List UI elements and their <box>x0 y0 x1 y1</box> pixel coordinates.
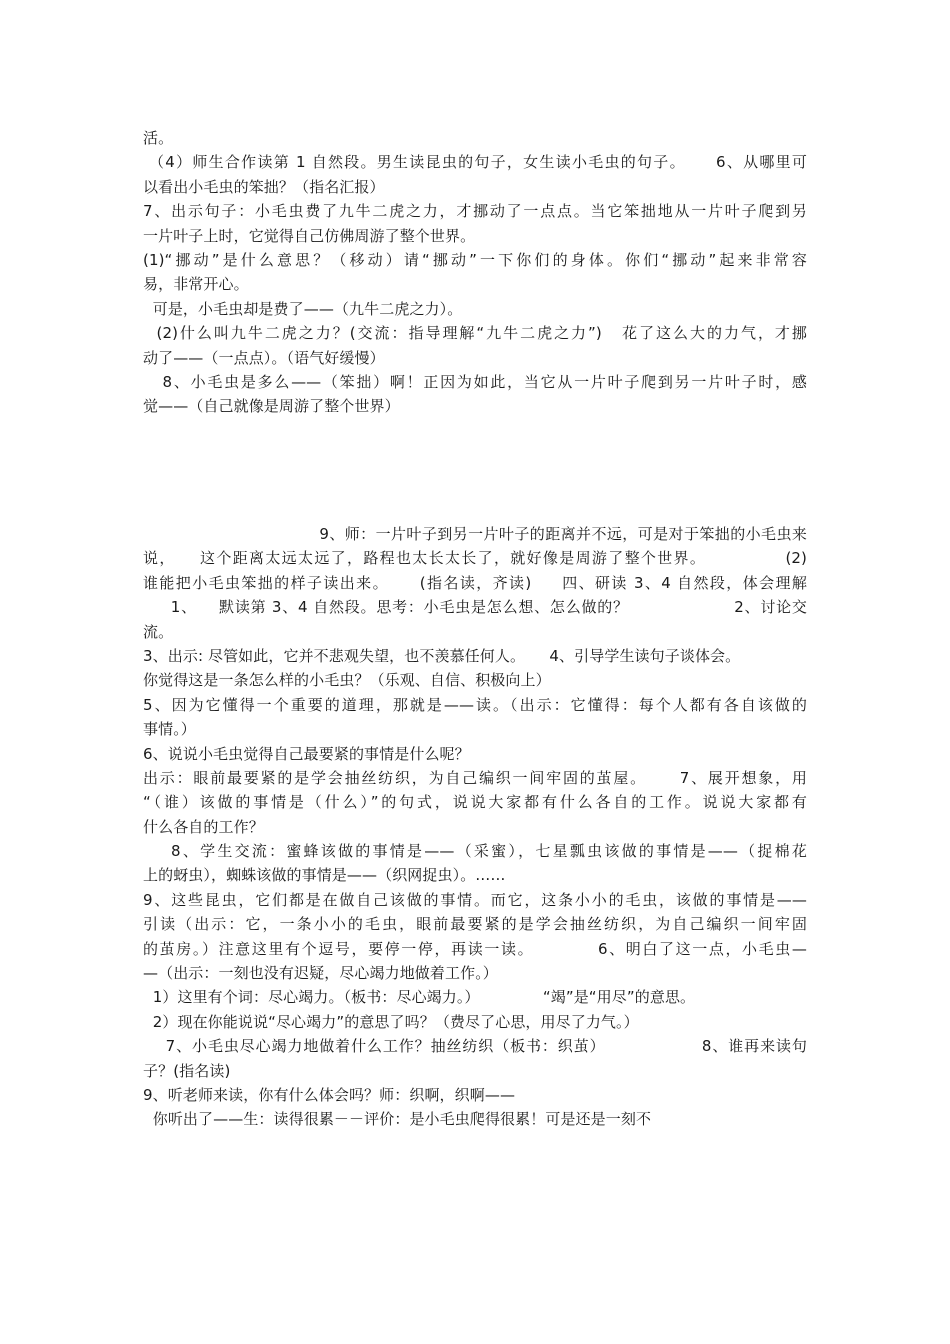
text-line: “（谁）该做的事情是（什么）”的句式，说说大家都有什么各自的工作。说说大家都有 <box>143 793 807 812</box>
text-line: 子？(指名读) <box>143 1061 231 1080</box>
text-line: 5、因为它懂得一个重要的道理，那就是——读。（出示：它懂得：每个人都有各自该做的 <box>143 695 807 714</box>
text-line: (1)“挪动”是什么意思？（移动）请“挪动”一下你们的身体。你们“挪动”起来非常容 <box>143 250 807 269</box>
text-line: 流。 <box>143 622 174 641</box>
text-line: 可是，小毛虫却是费了——（九牛二虎之力）。 <box>143 299 463 318</box>
text-line: 8、学生交流：蜜蜂该做的事情是——（采蜜），七星瓢虫该做的事情是——（捉棉花 <box>143 842 807 861</box>
text-line: 你听出了——生：读得很累－－评价：是小毛虫爬得很累！可是还是一刻不 <box>143 1110 652 1129</box>
text-line: 你觉得这是一条怎么样的小毛虫？（乐观、自信、积极向上） <box>143 671 551 690</box>
text-line: 2）现在你能说说“尽心竭力”的意思了吗？（费尽了心思，用尽了力气。） <box>143 1012 639 1031</box>
text-line: 6、说说小毛虫觉得自己最要紧的事情是什么呢？ <box>143 744 470 763</box>
text-line: 9、听老师来读，你有什么体会吗？师：织啊，织啊—— <box>143 1085 516 1104</box>
text-line: —（出示：一刻也没有迟疑，尽心竭力地做着工作。） <box>143 964 498 983</box>
text-line: 1、 默读第 3、4 自然段。思考：小毛虫是怎么想、怎么做的？ 2、讨论交 <box>143 598 807 617</box>
text-line: 说， 这个距离太远太远了，路程也太长太长了，就好像是周游了整个世界。 (2) <box>143 549 807 568</box>
text-line: 觉——（自己就像是周游了整个世界） <box>143 397 400 416</box>
text-line: 1）这里有个词：尽心竭力。（板书：尽心竭力。） “竭”是“用尽”的意思。 <box>143 988 696 1007</box>
text-line: 事情。） <box>143 720 196 739</box>
text-line: 引读（出示：它，一条小小的毛虫，眼前最要紧的是学会抽丝纺织，为自己编织一间牢固 <box>143 915 807 934</box>
text-block-upper <box>143 126 807 419</box>
text-line: 上的蚜虫），蜘蛛该做的事情是——（织网捉虫）。…… <box>143 866 506 885</box>
text-line: 3、出示: 尽管如此，它并不悲观失望，也不羡慕任何人。 4、引导学生读句子谈体会。 <box>143 646 741 665</box>
text-line: 一片叶子上时，它觉得自己仿佛周游了整个世界。 <box>143 226 476 245</box>
text-line: 的茧房。）注意这里有个逗号，要停一停，再读一读。 6、明白了这一点，小毛虫— <box>143 939 807 958</box>
text-line: 什么各自的工作？ <box>143 817 264 836</box>
text-line: 谁能把小毛虫笨拙的样子读出来。 (指名读，齐读) 四、研读 3、4 自然段，体会理解 <box>143 573 807 592</box>
text-line: 以看出小毛虫的笨拙？（指名汇报） <box>143 177 385 196</box>
text-line: 易，非常开心。 <box>143 275 249 294</box>
text-line: 活。 <box>143 129 174 147</box>
text-line: （4）师生合作读第 1 自然段。男生读昆虫的句子，女生读小毛虫的句子。 6、从哪里可 <box>143 153 807 172</box>
text-line: 8、小毛虫是多么——（笨拙）啊！正因为如此，当它从一片叶子爬到另一片叶子时，感 <box>143 372 807 391</box>
text-line: 9、师：一片叶子到另一片叶子的距离并不远，可是对于笨拙的小毛虫来 <box>143 525 807 543</box>
text-line: 动了——（一点点）。（语气好缓慢） <box>143 348 385 367</box>
text-line: 7、小毛虫尽心竭力地做着什么工作？抽丝纺织（板书：织茧） 8、谁再来读句 <box>143 1037 807 1056</box>
text-block-lower <box>143 522 807 1132</box>
text-line: 7、出示句子：小毛虫费了九牛二虎之力，才挪动了一点点。当它笨拙地从一片叶子爬到另 <box>143 202 807 221</box>
text-line: 出示：眼前最要紧的是学会抽丝纺织，为自己编织一间牢固的茧屋。 7、展开想象，用 <box>143 768 807 787</box>
text-line: (2)什么叫九牛二虎之力？(交流：指导理解“九牛二虎之力”) 花了这么大的力气，才挪 <box>143 324 807 343</box>
text-line: 9、这些昆虫，它们都是在做自己该做的事情。而它，这条小小的毛虫，该做的事情是—— <box>143 890 807 909</box>
